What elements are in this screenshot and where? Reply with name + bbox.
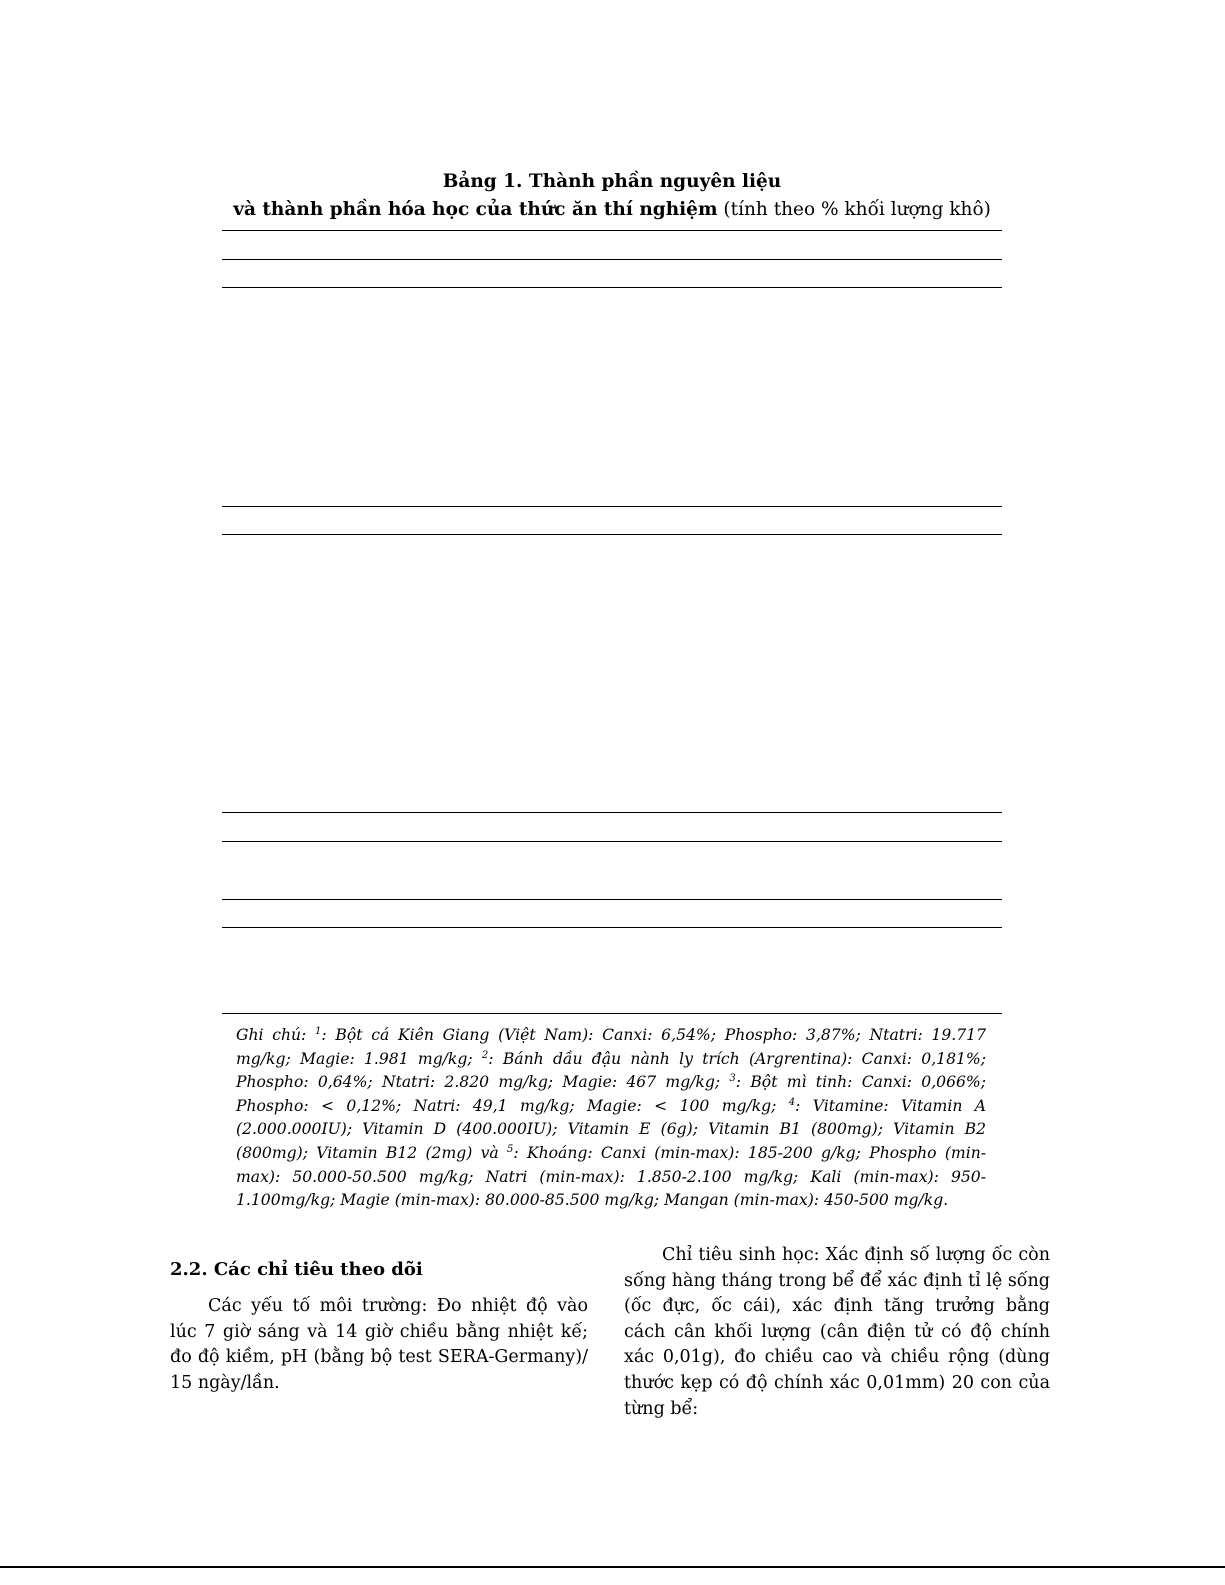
footnote-text-5: : Khoáng: Canxi (min-max): 185-200 g/kg; Phospho (min-max): 50.000-50.500 mg/kg; Natri (min-max): 1.850-2.100 mg/kg; Kali (min-max): 950-1.100mg/kg; Magie (min-max): 80.000-85.500 mg/kg; Mangan (min-max): 450-500 mg/kg. [236,1143,987,1210]
biological-indicators-text: Chỉ tiêu sinh học: Xác định số lượng ốc còn sống hàng tháng trong bể để xác định tỉ lệ sống (ốc đực, ốc cái), xác định tăng trưởng bằng cách cân khối lượng (cân điện tử có độ chính xác 0,01g), đo chiều cao và chiều rộng (dùng thước kẹp có độ chính xác 0,01mm) 20 con của từng bể: [624,1245,1050,1419]
table-caption-line-1: Bảng 1. Thành phần nguyên liệu [442,171,782,192]
table-rule [222,899,1002,900]
footnote-text-3: : Bột mì tinh: Canxi: 0,066%; Phospho: < 0,12%; Natri: 49,1 mg/kg; Magie: < 100 mg/kg; [236,1073,986,1115]
footnote-sup-5: 5 [507,1143,514,1155]
table-footnote [236,1024,986,1213]
table-rule [222,927,1002,928]
environment-factors-text: Các yếu tố môi trường: Đo nhiệt độ vào lúc 7 giờ sáng và 14 giờ chiều bằng nhiệt kế; đo độ kiềm, pH (bằng bộ test SERA-Germany)/ 15 ngày/lần. [170,1296,588,1393]
table-rule [222,812,1002,813]
table-rule [222,259,1002,260]
footnote-text-1: : Bột cá Kiên Giang (Việt Nam): Canxi: 6,54%; Phospho: 3,87%; Ntatri: 19.717 mg/kg; Magie: 1.981 mg/kg; [236,1026,986,1068]
footnote-sup-1: 1 [315,1025,322,1037]
table-rule [222,506,1002,507]
right-column-paragraph [624,1243,1050,1422]
table-rule [222,230,1002,231]
table-rule [222,1013,1002,1014]
left-column-paragraph [170,1294,588,1396]
table-rule [222,841,1002,842]
section-heading: 2.2. Các chỉ tiêu theo dõi [170,1259,423,1280]
footnote-sup-2: 2 [481,1049,489,1061]
table-caption-bold-part: và thành phần hóa học của thức ăn thí nghiệm [233,199,718,220]
table-rule [222,534,1002,535]
footnote-sup-3: 3 [729,1073,736,1084]
footnote-text-4: : Vitamine: Vitamin A (2.000.000IU); Vitamin D (400.000IU); Vitamin E (6g); Vitamin B1 (800mg); Vitamin B2 (800mg); Vitamin B12 (2mg) và [236,1096,987,1162]
footnote-sup-4: 4 [788,1096,796,1108]
table-rule [222,287,1002,288]
table-caption-line-2 [222,196,1002,224]
footnote-label: Ghi chú: [236,1026,316,1044]
table-caption-unit-part: (tính theo % khối lượng khô) [717,199,991,220]
page-bottom-border [0,1566,1225,1568]
footnote-text-2: : Bánh dầu đậu nành ly trích (Argrentina): Canxi: 0,181%; Phospho: 0,64%; Ntatri: 2.820 mg/kg; Magie: 467 mg/kg; [236,1049,986,1092]
